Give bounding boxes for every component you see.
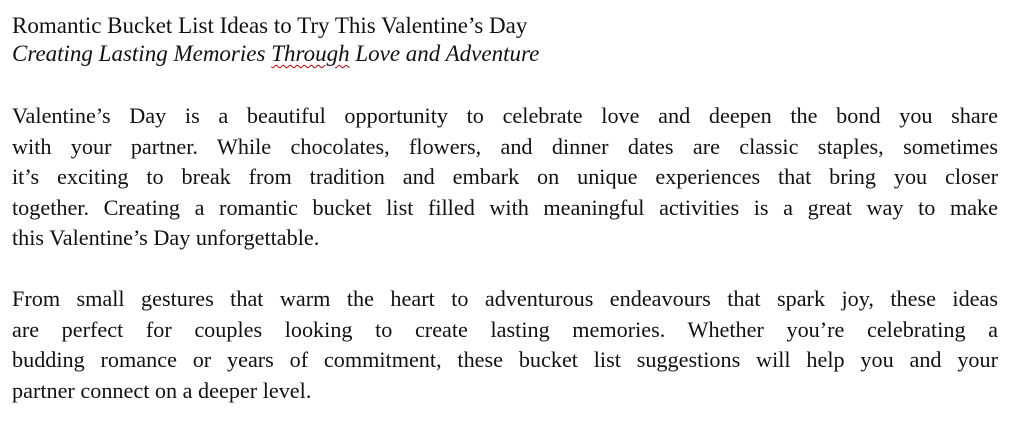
paragraph-line: Valentine’s Day is a beautiful opportunity to celebrate love and deepen the bond you share [12,103,998,128]
paragraph-line: this Valentine’s Day unforgettable. [12,225,320,251]
paragraph-line: From small gestures that warm the heart to adventurous endeavours that spark joy, these ideas [12,285,998,311]
body-paragraph-2 [12,284,998,406]
document-title: Romantic Bucket List Ideas to Try This Valentine’s Day [12,13,528,38]
paragraph-line: with your partner. While chocolates, flowers, and dinner dates are classic staples, sometimes [12,133,998,159]
subtitle-text-after: Love and Adventure [349,41,540,66]
spellcheck-flagged-word[interactable]: Through [271,41,350,66]
document-subtitle [12,40,1006,68]
subtitle-text-before: Creating Lasting Memories [12,41,272,66]
paragraph-line: budding romance or years of commitment, these bucket list suggestions will help you and your [12,347,998,373]
paragraph-line: together. Creating a romantic bucket list filled with meaningful activities is a great way to make [12,194,998,220]
paragraph-line: it’s exciting to break from tradition and embark on unique experiences that bring you closer [12,164,998,190]
body-paragraph-1 [12,101,998,254]
paragraph-line: partner connect on a deeper level. [12,377,312,403]
paragraph-line: are perfect for couples looking to create lasting memories. Whether you’re celebrating a [12,316,998,342]
